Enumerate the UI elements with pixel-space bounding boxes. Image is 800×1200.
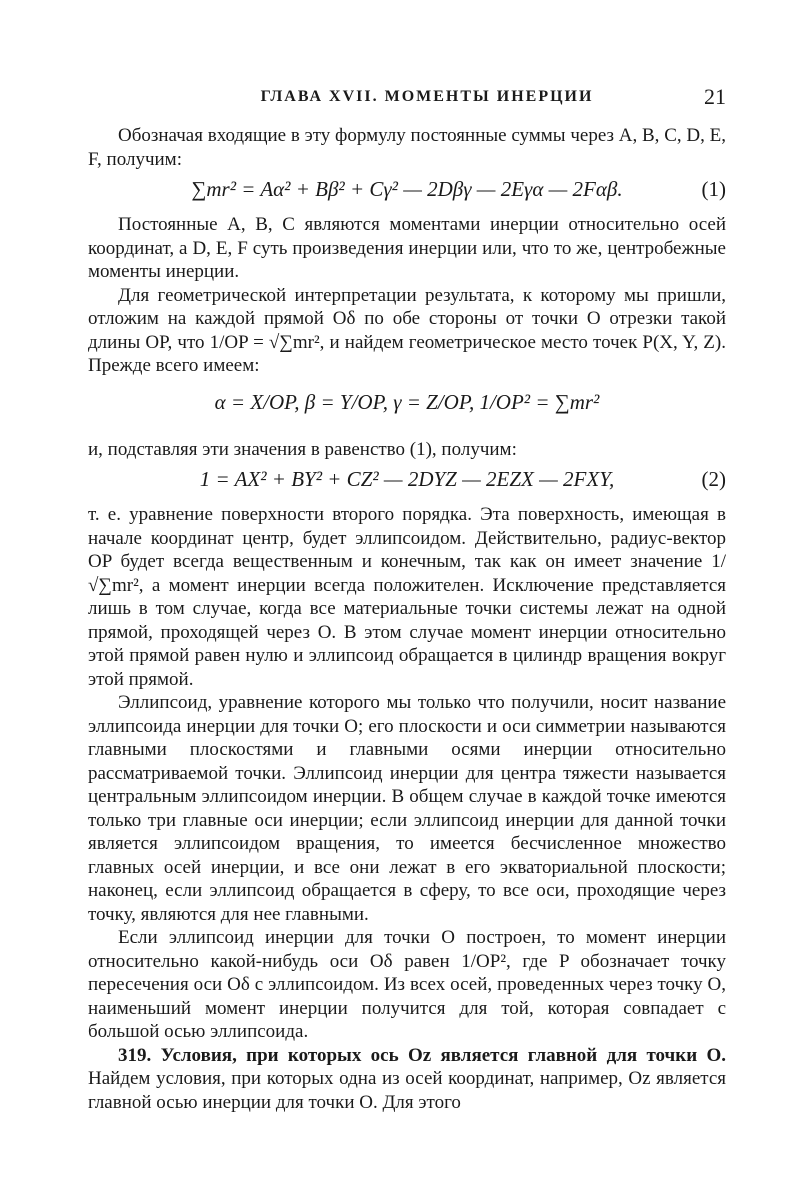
formula-2 [88, 378, 726, 438]
page-number: 21 [704, 84, 726, 109]
formula-1-expression: ∑mr² = Aα² + Bβ² + Cγ² — 2Dβγ — 2Eγα — 2Fαβ. [191, 177, 623, 201]
paragraph-6: Эллипсоид, уравнение которого мы только что получили, носит название эллипсоида инерции для точки O; его плоскости и оси симметрии называются главными плоскостями и главными осями инерции относительно рассматриваемой точки. Эллипсоид инерции для центра тяжести называется центральным эллипсоидом инерции. В общем случае в каждой точке имеются только три главные оси инерции; если эллипсоид инерции для данной точки является эллипсоидом вращения, то имеется бесчисленное множество главных осей инерции, и все они лежат в его экваториальной плоскости; наконец, если эллипсоид обращается в сферу, то все оси, проходящие через точку, являются для нее главными. [88, 692, 726, 925]
paragraph-1: Обозначая входящие в эту формулу постоянные суммы через A, B, C, D, E, F, получим: [88, 125, 726, 170]
formula-3-expression: 1 = AX² + BY² + CZ² — 2DYZ — 2EZX — 2FXY, [199, 467, 615, 491]
formula-3-number: (2) [701, 467, 726, 491]
page-header [88, 84, 726, 114]
section-319 [88, 1044, 726, 1115]
formula-1-number: (1) [701, 177, 726, 201]
paragraph-4: и, подставляя эти значения в равенство (1), получим: [88, 438, 517, 460]
formula-3 [88, 461, 726, 503]
page-body [88, 124, 726, 1114]
formula-1 [88, 171, 726, 213]
section-319-heading: 319. Условия, при которых ось Oz является главной для точки O. [118, 1044, 726, 1066]
formula-2-expression: α = X/OP, β = Y/OP, γ = Z/OP, 1/OP² = ∑mr² [214, 389, 600, 414]
section-319-text: Найдем условия, при которых одна из осей координат, например, Oz является главной осью инерции для точки O. Для этого [88, 1068, 726, 1113]
paragraph-7: Если эллипсоид инерции для точки O построен, то момент инерции относительно какой-нибудь оси Oδ равен 1/OP², где P обозначает точку пересечения оси Oδ с эллипсоидом. Из всех осей, проведенных через точку O, наименьший момент инерции получится для той, которая совпадает с большой осью эллипсоида. [88, 927, 726, 1042]
paragraph-3: Для геометрической интерпретации результата, к которому мы пришли, отложим на каждой прямой Oδ по обе стороны от точки O отрезки такой длины OP, что 1/OP = √∑mr², и найдем геометрическое место точек P(X, Y, Z). Прежде всего имеем: [88, 284, 726, 376]
paragraph-2: Постоянные A, B, C являются моментами инерции относительно осей координат, а D, E, F суть произведения инерции или, что то же, центробежные моменты инерции. [88, 214, 726, 282]
paragraph-5: т. е. уравнение поверхности второго порядка. Эта поверхность, имеющая в начале координат центр, будет эллипсоидом. Действительно, радиус-вектор OP будет всегда вещественным и конечным, так как он имеет значение 1/√∑mr², а момент инерции всегда положителен. Исключение представляется лишь в том случае, когда все материальные точки системы лежат на одной прямой, проходящей через O. В этом случае момент инерции относительно этой прямой равен нулю и эллипсоид обращается в цилиндр вращения вокруг этой прямой. [88, 504, 726, 690]
running-title: ГЛАВА XVII. МОМЕНТЫ ИНЕРЦИИ [260, 88, 594, 105]
